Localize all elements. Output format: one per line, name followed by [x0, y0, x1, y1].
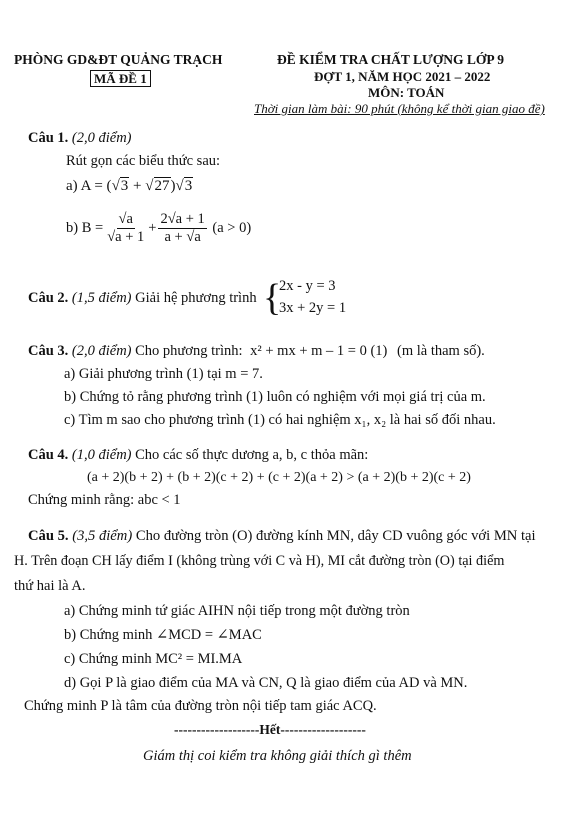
question-1a: [66, 178, 193, 195]
question-1-heading: [28, 130, 132, 147]
question-3-equation: x² + mx + m – 1 = 0 (1): [250, 343, 388, 359]
question-1-intro: Rút gọn các biểu thức sau:: [66, 153, 221, 169]
sqrt-arg-3: 3: [184, 178, 193, 194]
question-4-heading: [28, 447, 368, 464]
question-4-inequality: (a + 2)(b + 2) + (b + 2)(c + 2) + (c + 2)(a + 2) > (a + 2)(b + 2)(c + 2): [87, 470, 471, 485]
exam-round: ĐỢT 1, NĂM HỌC 2021 – 2022: [314, 69, 491, 84]
exam-duration: Thời gian làm bài: 90 phút (không kể thời gian giao đề): [254, 101, 545, 116]
question-3-heading: [28, 343, 485, 360]
sqrt-icon: √: [175, 178, 184, 194]
footer-note: Giám thị coi kiểm tra không giải thích gì thêm: [143, 748, 412, 764]
question-4-label: Câu 4.: [28, 447, 69, 463]
fraction-2-numerator: 2√a + 1: [160, 211, 205, 227]
expr-a-plus: +: [129, 178, 146, 194]
expr-b-prefix: B =: [81, 220, 104, 236]
fraction-2-denominator: a + √a: [164, 229, 201, 245]
question-5-line-1: Cho đường tròn (O) đường kính MN, dây CD vuông góc với MN tại: [135, 528, 536, 544]
question-5-heading: [28, 528, 536, 545]
question-3-points: (2,0 điểm): [71, 343, 132, 359]
question-5-label: Câu 5.: [28, 528, 69, 544]
question-4-points: (1,0 điểm): [71, 447, 132, 463]
question-5c: c) Chứng minh MC² = MI.MA: [64, 651, 243, 667]
question-5a: a) Chứng minh tứ giác AIHN nội tiếp trong một đường tròn: [64, 603, 410, 619]
system-eq-2: 3x + 2y = 1: [279, 300, 347, 316]
expr-a-close: ): [170, 178, 176, 194]
question-2-heading: [28, 290, 257, 307]
sqrt-arg-2: 27: [154, 178, 170, 194]
question-1-label: Câu 1.: [28, 130, 69, 146]
question-2-label: Câu 2.: [28, 290, 69, 306]
expr-b-plus: +: [148, 220, 157, 236]
system-eq-1: 2x - y = 3: [279, 278, 336, 294]
question-3-label: Câu 3.: [28, 343, 69, 359]
question-2-points: (1,5 điểm): [71, 290, 132, 306]
question-5-points: (3,5 điểm): [72, 528, 133, 544]
exam-title: ĐỀ KIỂM TRA CHẤT LƯỢNG LỚP 9: [277, 52, 505, 67]
question-3-text: Cho phương trình:: [135, 343, 243, 359]
question-4-prove: Chứng minh rằng: abc < 1: [28, 492, 181, 508]
question-3a: a) Giải phương trình (1) tại m = 7.: [64, 366, 263, 382]
question-1-points: (2,0 điểm): [71, 130, 132, 146]
question-5d-line-2: Chứng minh P là tâm của đường tròn nội tiếp tam giác ACQ.: [24, 698, 377, 714]
fraction-1-numerator: √a: [118, 211, 133, 227]
fraction-1-denominator: √a + 1: [107, 229, 145, 245]
question-1b: [66, 212, 251, 245]
fraction-2: [158, 212, 206, 245]
question-3-note: (m là tham số).: [397, 343, 485, 359]
exam-subject: MÔN: TOÁN: [368, 85, 445, 100]
fraction-1: [105, 212, 146, 245]
expr-b-condition: (a > 0): [212, 220, 252, 236]
question-5-line-2: H. Trên đoạn CH lấy điểm I (không trùng với C và H), MI cắt đường tròn (O) tại điểm: [14, 553, 505, 569]
question-5-line-3: thứ hai là A.: [14, 578, 86, 594]
question-5d: d) Gọi P là giao điểm của MA và CN, Q là giao điểm của AD và MN.: [64, 675, 468, 691]
sqrt-icon: √: [111, 178, 120, 194]
system-brace-icon: {: [263, 277, 282, 319]
exam-code-wrap: [90, 71, 151, 87]
question-4-text: Cho các số thực dương a, b, c thỏa mãn:: [135, 447, 369, 463]
exam-code: MÃ ĐỀ 1: [90, 70, 151, 87]
end-marker: -------------------Hết-------------------: [174, 722, 366, 737]
question-5b: b) Chứng minh ∠MCD = ∠MAC: [64, 627, 262, 643]
question-1a-label: a): [66, 178, 78, 194]
sqrt-icon: √: [145, 178, 154, 194]
question-3b: b) Chứng tỏ rằng phương trình (1) luôn có nghiệm với mọi giá trị của m.: [64, 389, 486, 405]
question-2-text: Giải hệ phương trình: [135, 290, 257, 306]
question-1b-label: b): [66, 220, 79, 236]
sqrt-arg-1: 3: [120, 178, 129, 194]
expr-a-prefix: A = (: [80, 178, 112, 194]
question-3c: c) Tìm m sao cho phương trình (1) có hai nghiệm x₁, x₂ là hai số đối nhau.: [64, 412, 496, 428]
department-name: PHÒNG GD&ĐT QUẢNG TRẠCH: [14, 52, 223, 67]
